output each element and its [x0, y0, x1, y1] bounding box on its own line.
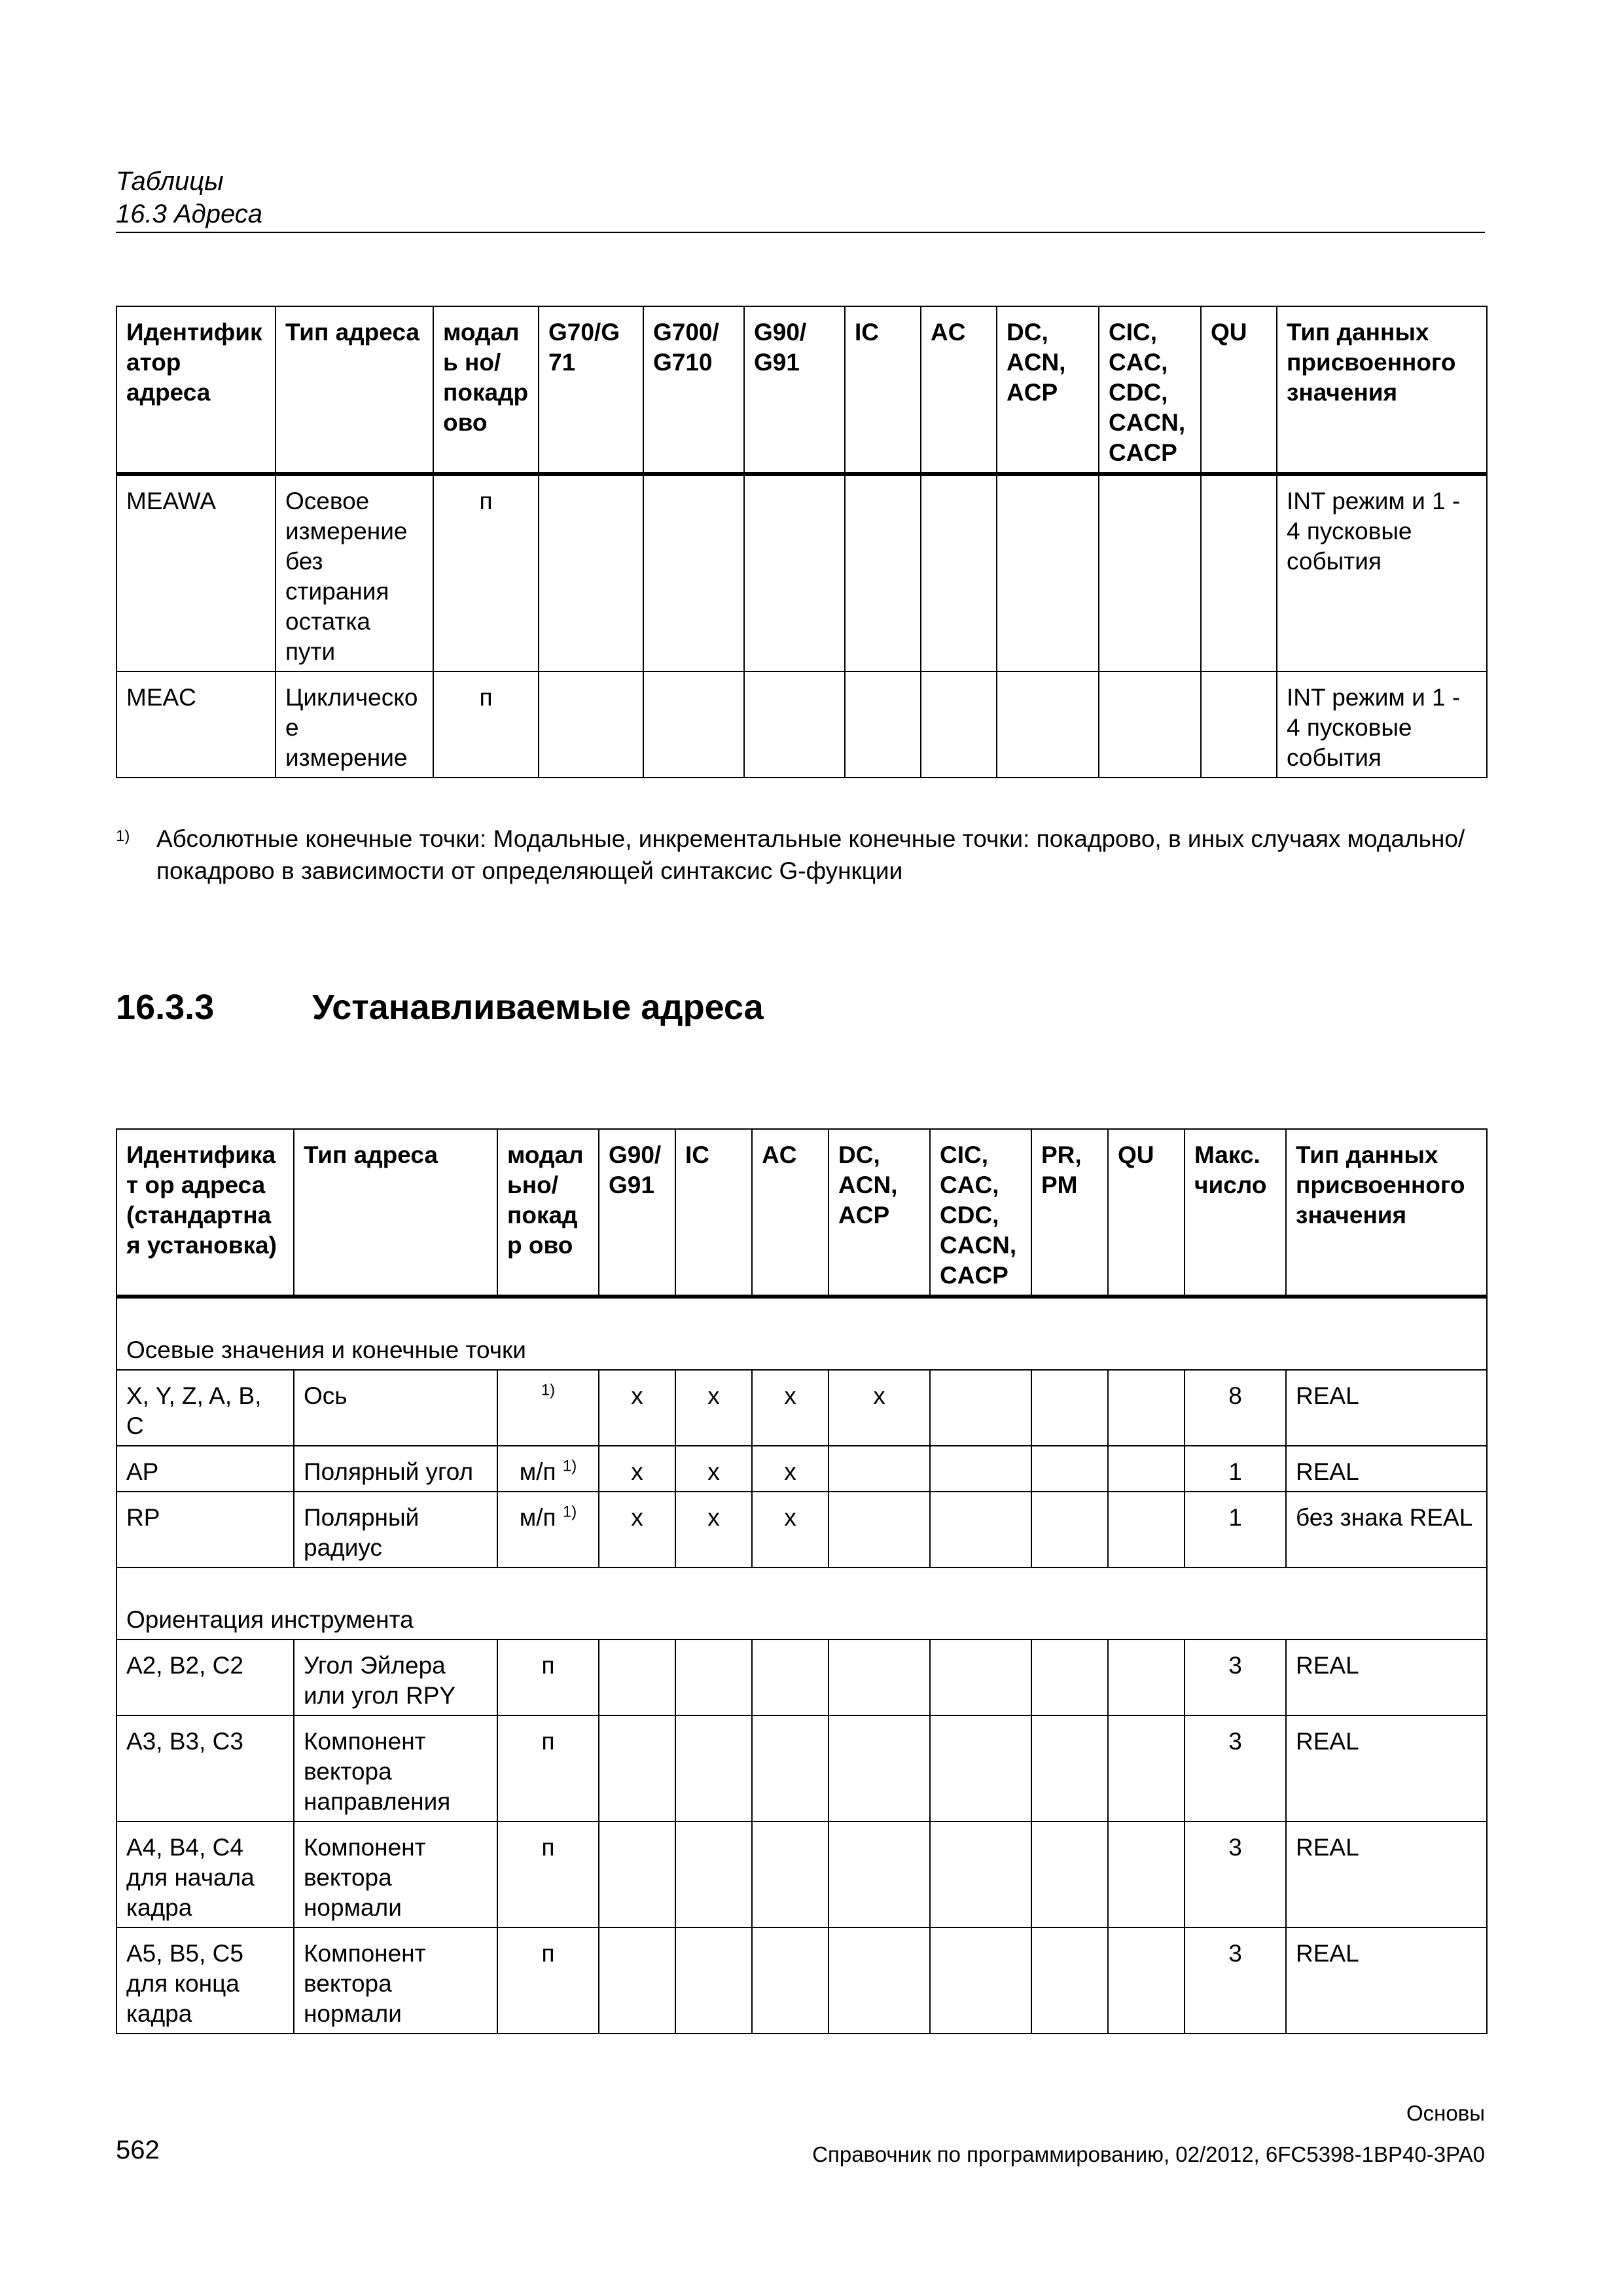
table-row — [116, 672, 1487, 778]
column-header: G700/ G710 — [643, 306, 744, 474]
g90-flag: x — [599, 1492, 675, 1568]
table-row — [116, 1370, 1487, 1446]
data-type: INT режим и 1 - 4 пусковые события — [1277, 474, 1487, 672]
max-count: 3 — [1185, 1928, 1286, 2034]
column-header: модал ьно/ покадр ово — [497, 1129, 599, 1297]
empty-cell — [1201, 672, 1277, 778]
footer-manual-info: Справочник по программированию, 02/2012, 6FC5398-1BP40-3PA0 — [812, 2142, 1485, 2166]
address-id: RP — [116, 1492, 294, 1568]
empty-cell — [1031, 1446, 1108, 1492]
empty-cell — [1108, 1715, 1185, 1821]
table-row — [116, 1446, 1487, 1492]
empty-cell — [1031, 1821, 1108, 1928]
empty-cell — [930, 1492, 1031, 1568]
empty-cell — [752, 1928, 829, 2034]
address-id: A4, B4, C4 для начала кадра — [116, 1821, 294, 1928]
data-type: REAL — [1286, 1715, 1487, 1821]
empty-cell — [1201, 474, 1277, 672]
section-title: Устанавливаемые адреса — [312, 988, 764, 1027]
group-row — [116, 1297, 1487, 1370]
empty-cell — [1108, 1928, 1185, 2034]
max-count: 1 — [1185, 1492, 1286, 1568]
data-type: REAL — [1286, 1640, 1487, 1715]
address-id: A2, B2, C2 — [116, 1640, 294, 1715]
address-type: Компонент вектора нормали — [294, 1928, 497, 2034]
table-header-row — [116, 306, 1487, 474]
dc-flag: x — [829, 1370, 930, 1446]
modal-value — [497, 1370, 599, 1446]
empty-cell — [675, 1715, 752, 1821]
column-header: CIC, CAC, CDC, CACN, CACP — [1099, 306, 1201, 474]
empty-cell — [930, 1370, 1031, 1446]
empty-cell — [1031, 1492, 1108, 1568]
footnote — [116, 823, 1486, 887]
section-number: 16.3.3 — [116, 988, 215, 1027]
empty-cell — [1108, 1640, 1185, 1715]
empty-cell — [539, 474, 643, 672]
empty-cell — [930, 1715, 1031, 1821]
settable-address-table — [116, 1128, 1488, 2034]
data-type: REAL — [1286, 1370, 1487, 1446]
table-row — [116, 1492, 1487, 1568]
section-heading — [116, 987, 764, 1028]
address-type: Полярный радиус — [294, 1492, 497, 1568]
empty-cell — [1108, 1446, 1185, 1492]
empty-cell — [1108, 1821, 1185, 1928]
group-label: Осевые значения и конечные точки — [116, 1297, 1487, 1370]
empty-cell — [643, 474, 744, 672]
column-header: QU — [1201, 306, 1277, 474]
data-type: без знака REAL — [1286, 1492, 1487, 1568]
column-header: Тип данных присвоенного значения — [1277, 306, 1487, 474]
empty-cell — [752, 1640, 829, 1715]
empty-cell — [1108, 1370, 1185, 1446]
empty-cell — [599, 1640, 675, 1715]
empty-cell — [599, 1928, 675, 2034]
address-id: A5, B5, C5 для конца кадра — [116, 1928, 294, 2034]
group-label: Ориентация инструмента — [116, 1568, 1487, 1640]
g90-flag: x — [599, 1446, 675, 1492]
empty-cell — [829, 1492, 930, 1568]
column-header: G90/ G91 — [599, 1129, 675, 1297]
column-header: G90/ G91 — [744, 306, 845, 474]
empty-cell — [539, 672, 643, 778]
modal-value: п — [497, 1640, 599, 1715]
header-chapter: Таблицы — [116, 167, 224, 196]
address-id: X, Y, Z, A, B, C — [116, 1370, 294, 1446]
empty-cell — [829, 1928, 930, 2034]
empty-cell — [997, 672, 1099, 778]
ic-flag: x — [675, 1492, 752, 1568]
modal-value: м/п $^{1)}$ — [497, 1492, 599, 1568]
empty-cell — [744, 672, 845, 778]
column-header: IC — [845, 306, 921, 474]
address-id: MEAWA — [116, 474, 276, 672]
modal-value: п — [433, 474, 539, 672]
empty-cell — [921, 474, 997, 672]
empty-cell — [744, 474, 845, 672]
column-header: Тип данных присвоенного значения — [1286, 1129, 1487, 1297]
column-header: Тип адреса — [276, 306, 433, 474]
table-row — [116, 1928, 1487, 2034]
column-header: Тип адреса — [294, 1129, 497, 1297]
address-table-continued — [116, 306, 1488, 778]
max-count: 3 — [1185, 1640, 1286, 1715]
address-id: MEAC — [116, 672, 276, 778]
empty-cell — [1031, 1715, 1108, 1821]
empty-cell — [845, 474, 921, 672]
column-header: модаль но/ покадр ово — [433, 306, 539, 474]
data-type: REAL — [1286, 1446, 1487, 1492]
address-type: Осевое измерение без стирания остатка пути — [276, 474, 433, 672]
table-header-row — [116, 1129, 1487, 1297]
empty-cell — [1099, 474, 1201, 672]
ic-flag: x — [675, 1446, 752, 1492]
page-number: 562 — [116, 2136, 160, 2164]
empty-cell — [675, 1928, 752, 2034]
column-header: Идентификат ор адреса (стандартная установка) — [116, 1129, 294, 1297]
empty-cell — [921, 672, 997, 778]
empty-cell — [829, 1821, 930, 1928]
modal-value: м/п $^{1)}$ — [497, 1446, 599, 1492]
empty-cell — [930, 1821, 1031, 1928]
max-count: 1 — [1185, 1446, 1286, 1492]
ac-flag: x — [752, 1492, 829, 1568]
footnote-ref: 1) — [562, 1457, 577, 1475]
footnote-text: Абсолютные конечные точки: Модальные, инкрементальные конечные точки: покадрово, в иных случаях модально/покадрово в зависимости от определяющей синтаксис G-функции — [156, 825, 1465, 884]
table-row — [116, 1715, 1487, 1821]
address-type: Компонент вектора направления — [294, 1715, 497, 1821]
ac-flag: x — [752, 1370, 829, 1446]
empty-cell — [930, 1928, 1031, 2034]
data-type: REAL — [1286, 1928, 1487, 2034]
table-row — [116, 474, 1487, 672]
column-header: AC — [752, 1129, 829, 1297]
running-header — [116, 165, 1485, 233]
footnote-mark: 1) — [116, 827, 130, 845]
column-header: AC — [921, 306, 997, 474]
address-type: Полярный угол — [294, 1446, 497, 1492]
empty-cell — [599, 1821, 675, 1928]
address-type: Угол Эйлера или угол RPY — [294, 1640, 497, 1715]
empty-cell — [1031, 1928, 1108, 2034]
table-row — [116, 1640, 1487, 1715]
empty-cell — [675, 1821, 752, 1928]
empty-cell — [997, 474, 1099, 672]
address-type: Компонент вектора нормали — [294, 1821, 497, 1928]
max-count: 3 — [1185, 1821, 1286, 1928]
empty-cell — [1031, 1370, 1108, 1446]
address-type: Ось — [294, 1370, 497, 1446]
empty-cell — [1099, 672, 1201, 778]
empty-cell — [845, 672, 921, 778]
header-rule — [116, 232, 1485, 233]
header-section: 16.3 Адреса — [116, 200, 263, 228]
footnote-ref: 1) — [541, 1381, 556, 1399]
footnote-ref: 1) — [562, 1503, 577, 1521]
empty-cell — [930, 1640, 1031, 1715]
ic-flag: x — [675, 1370, 752, 1446]
column-header: IC — [675, 1129, 752, 1297]
max-count: 3 — [1185, 1715, 1286, 1821]
column-header: DC, ACN, ACP — [829, 1129, 930, 1297]
modal-value: п — [497, 1715, 599, 1821]
empty-cell — [829, 1446, 930, 1492]
data-type: REAL — [1286, 1821, 1487, 1928]
modal-value: п — [497, 1928, 599, 2034]
empty-cell — [829, 1640, 930, 1715]
address-type: Циклическо е измерение — [276, 672, 433, 778]
empty-cell — [930, 1446, 1031, 1492]
g90-flag: x — [599, 1370, 675, 1446]
empty-cell — [643, 672, 744, 778]
empty-cell — [675, 1640, 752, 1715]
column-header: Макс. число — [1185, 1129, 1286, 1297]
modal-value: п — [497, 1821, 599, 1928]
ac-flag: x — [752, 1446, 829, 1492]
empty-cell — [752, 1821, 829, 1928]
column-header: Идентифик атор адреса — [116, 306, 276, 474]
modal-value: п — [433, 672, 539, 778]
table-row — [116, 1821, 1487, 1928]
column-header: DC, ACN, ACP — [997, 306, 1099, 474]
column-header: QU — [1108, 1129, 1185, 1297]
empty-cell — [829, 1715, 930, 1821]
column-header: G70/G 71 — [539, 306, 643, 474]
address-id: A3, B3, C3 — [116, 1715, 294, 1821]
group-row — [116, 1568, 1487, 1640]
footer-book-title: Основы — [1406, 2101, 1485, 2125]
max-count: 8 — [1185, 1370, 1286, 1446]
column-header: PR, PM — [1031, 1129, 1108, 1297]
address-id: AP — [116, 1446, 294, 1492]
column-header: CIC, CAC, CDC, CACN, CACP — [930, 1129, 1031, 1297]
empty-cell — [599, 1715, 675, 1821]
empty-cell — [752, 1715, 829, 1821]
data-type: INT режим и 1 - 4 пусковые события — [1277, 672, 1487, 778]
empty-cell — [1108, 1492, 1185, 1568]
empty-cell — [1031, 1640, 1108, 1715]
